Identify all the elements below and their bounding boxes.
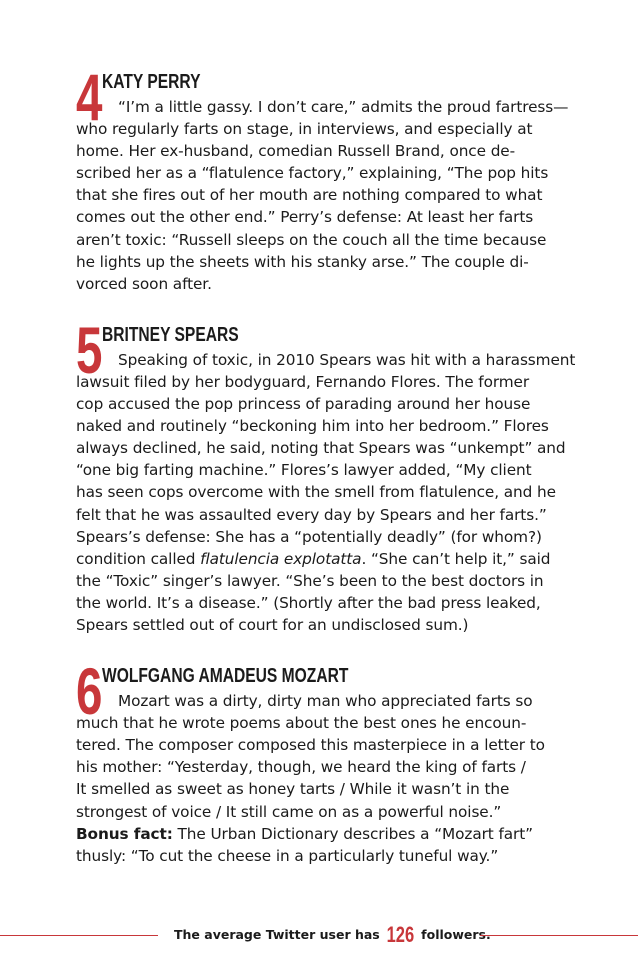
body-line: the world. It’s a disease.” (Shortly after the bad press leaked, [76,593,541,612]
bonus-text: The Urban Dictionary describes a “Mozart fart” [177,824,533,843]
entry-mozart [76,656,568,867]
entry-number: 6 [76,654,102,729]
body-line: Speaking of toxic, in 2010 Spears was hit with a harassment [118,350,576,369]
entry-britney-spears [76,312,576,636]
body-line: cop accused the pop princess of parading around her house [76,395,531,414]
body-line: naked and routinely “beckoning him into her bedroom.” Flores [76,417,549,436]
footer-rule-left [0,935,158,936]
body-line: Mozart was a dirty, dirty man who appreciated farts so [118,692,533,711]
article-page [76,60,576,887]
body-line: he lights up the sheets with his stanky arse.” The couple di- [76,252,529,271]
body-line: has seen cops overcome with the smell from flatulence, and he [76,483,556,502]
entry-title: KATY PERRY [102,71,201,93]
footer-prefix: The average Twitter user has [174,927,380,942]
body-line: that she fires out of her mouth are nothing compared to what [76,186,543,205]
body-line: condition called flatulencia explotatta. “She can’t help it,” said [76,549,551,568]
footer-suffix: followers. [421,927,491,942]
body-line: much that he wrote poems about the best ones he encoun- [76,714,527,733]
bonus-label: Bonus fact: [76,824,173,843]
bonus-fact [76,823,568,867]
entry-title: BRITNEY SPEARS [102,323,239,346]
bonus-line: thusly: “To cut the cheese in a particularly tuneful way.” [76,846,499,865]
entry-body [76,690,568,823]
body-line: scribed her as a “flatulence factory,” explaining, “The pop hits [76,164,549,183]
footer-fact [174,922,491,948]
body-line: Spears’s defense: She has a “potentially deadly” (for whom?) [76,527,542,546]
body-line: Spears settled out of court for an undisclosed sum.) [76,615,469,634]
body-line: lawsuit filed by her bodyguard, Fernando Flores. The former [76,372,530,391]
footer-rule-right [480,935,638,936]
entry-body [76,96,568,295]
body-line: comes out the other end.” Perry’s defense: At least her farts [76,208,534,227]
page-footer [0,922,638,952]
bonus-line [76,823,568,845]
entry-title: WOLFGANG AMADEUS MOZART [102,665,349,688]
body-line: vorced soon after. [76,274,212,293]
body-line: home. Her ex-husband, comedian Russell Brand, once de- [76,142,516,161]
body-line: felt that he was assaulted every day by Spears and her farts.” [76,505,547,524]
body-line: strongest of voice / It still came on as a powerful noise.” [76,802,502,821]
footer-number: 126 [386,922,415,947]
body-line: tered. The composer composed this masterpiece in a letter to [76,736,545,755]
entry-katy-perry [76,62,568,295]
body-line: “one big farting machine.” Flores’s lawyer added, “My client [76,461,532,480]
entry-number: 5 [76,312,102,387]
body-line: who regularly farts on stage, in interviews, and especially at [76,120,533,139]
body-line: his mother: “Yesterday, though, we heard the king of farts / [76,758,526,777]
condition-name: flatulencia explotatta [200,549,362,568]
entry-body [76,349,576,636]
body-line: It smelled as sweet as honey tarts / While it wasn’t in the [76,780,510,799]
body-line: the “Toxic” singer’s lawyer. “She’s been to the best doctors in [76,571,544,590]
body-line: “I’m a little gassy. I don’t care,” admits the proud fartress— [118,98,569,116]
body-line: always declined, he said, noting that Spears was “unkempt” and [76,439,566,458]
body-line: aren’t toxic: “Russell sleeps on the couch all the time because [76,230,547,249]
entry-number: 4 [76,60,102,134]
